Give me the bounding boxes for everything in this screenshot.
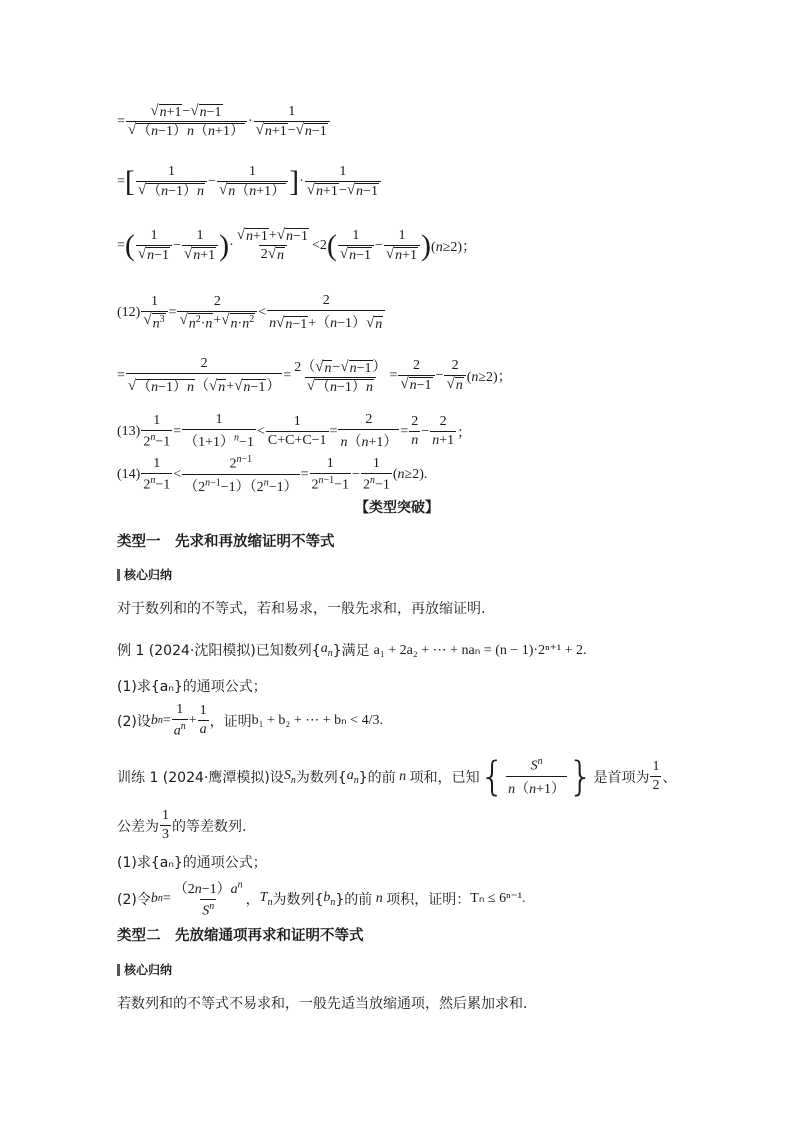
tq2-mid3: }的前 xyxy=(335,891,373,908)
type2-heading: 类型二 先放缩通项再求和证明不等式 xyxy=(117,928,364,944)
training-q2: (2)令 b n = $(2n-1)a^n$ $S^n$ ， $T_n$ 为数列{ $b_n$ }的前 n 项积，证明： Tₙ ≤ 6ⁿ⁻¹. xyxy=(117,879,526,919)
example-mid: }满足 xyxy=(332,643,370,659)
tq2-prefix: (2)令 xyxy=(117,891,151,908)
formula-line-3: = ( 1 √ n−1 − 1 √ n+1 ) · √ n+1 + √ n−1 2 √ n <2 ( 1 √ n−1 − 1 √ n+1 ) (n≥2)； xyxy=(117,227,477,264)
type2-tag xyxy=(117,961,172,978)
tag-bar-icon xyxy=(117,569,120,581)
example-prefix: 例 1 (2024·沈阳模拟)已知数列{ xyxy=(117,643,321,659)
training-1: 训练 1 (2024·鹰潭模拟)设 $S_n$ 为数列{ $a_n$ }的前 n 项和，已知 { $S^n$ n（n+1） } 是首项为 1 2 、 xyxy=(117,753,677,800)
train-mid4: 是首项为 xyxy=(593,769,650,786)
q2-prefix: (2)设 xyxy=(117,713,151,730)
q2-proof: ，证明 xyxy=(209,713,252,730)
formula-line-13: (13) $\frac{1}{2^n-1}$ = $\frac{1}{(1+1)^n-1}$ < $\frac{1}{C+C+C-1}$ = $\frac{2}{n(n+1)}$ = $\frac{2}{n}$ − $\frac{2}{n+1}$ ； xyxy=(117,412,472,450)
section-title: 【类型突破】 xyxy=(355,500,439,516)
tq2-mid4: 项积，证明： xyxy=(386,891,471,908)
formula-line-12a: (12) 1 √ $n^3$ = 2 √ $n^2\cdot n$ + √ $n\cdot n^2$ < 2 n √ n−1 +（n−1） √ n xyxy=(117,293,386,332)
train-line2a: 公差为 xyxy=(117,818,159,835)
train-mid1: 为数列{ xyxy=(295,769,347,786)
example-1: 例 1 (2024·沈阳模拟)已知数列{ $a_n$ }满足 a₁ + 2a₂ + ⋯ + naₙ = (n − 1)·2ⁿ⁺¹ + 2. xyxy=(117,641,587,659)
type1-summary: 对于数列和的不等式，若和易求，一般先求和，再放缩证明. xyxy=(117,601,486,617)
tq2-mid2: 为数列{ xyxy=(272,891,324,908)
type2-summary: 若数列和的不等式不易求和，一般先适当放缩通项，然后累加求和. xyxy=(117,996,528,1012)
formula-line-14: (14) 1 $2^n-1$ < $\frac{2^{n-1}}{(2^{n-1}-1)(2^n-1)}$ = $\frac{1}{2^{n-1}-1}$ − $\frac{1}{2^n-1}$ (n≥2). xyxy=(117,454,428,495)
training-1-line2: 公差为 1 3 的等差数列. xyxy=(117,808,247,842)
type1-tag xyxy=(117,566,172,583)
example-q1: (1)求{aₙ}的通项公式； xyxy=(117,679,267,695)
type1-tag-label: 核心归纳 xyxy=(124,568,173,582)
tq2-mid: ， xyxy=(245,891,260,908)
type1-heading: 类型一 先求和再放缩证明不等式 xyxy=(117,534,335,550)
train-prefix: 训练 1 (2024·鹰潭模拟)设 xyxy=(117,769,284,786)
formula-line-12b: = 2 √ （n−1）n （ √ n + √ n−1 ） = 2（ √ n − √ n−1 ） √ （n−1）n = 2 √ n−1 − 2 √ n (n≥2)； xyxy=(117,356,512,396)
train-line2b: 的等差数列. xyxy=(172,818,247,835)
train-mid5: 、 xyxy=(662,769,677,786)
train-mid3: 项和，已知 xyxy=(409,769,480,786)
train-mid2: }的前 xyxy=(358,769,396,786)
f1-text xyxy=(0,0,1,1)
training-q1: (1)求{aₙ}的通项公式； xyxy=(117,855,267,871)
type2-tag-label: 核心归纳 xyxy=(124,963,173,977)
tag-bar-icon-2 xyxy=(117,964,120,976)
q2-formula: b₁ + b₂ + ⋯ + bₙ < 4/3. xyxy=(251,713,383,729)
formula-line-1: = √ n+1 − √ n−1 √ （n−1）n（n+1） · 1 √ n+1 − √ n−1 xyxy=(117,104,331,140)
example-q2: (2)设 b n = 1 $a^n$ + 1 a ，证明 b₁ + b₂ + ⋯ + bₙ < 4/3. xyxy=(117,702,383,739)
formula-line-2: = [ 1 √ （n−1）n − 1 √ n（n+1） ] · 1 √ n+1 − √ n−1 xyxy=(117,164,382,199)
tq2-end: Tₙ ≤ 6ⁿ⁻¹. xyxy=(470,891,526,907)
example-formula: a₁ + 2a₂ + ⋯ + naₙ = (n − 1)·2ⁿ⁺¹ + 2. xyxy=(373,642,587,658)
